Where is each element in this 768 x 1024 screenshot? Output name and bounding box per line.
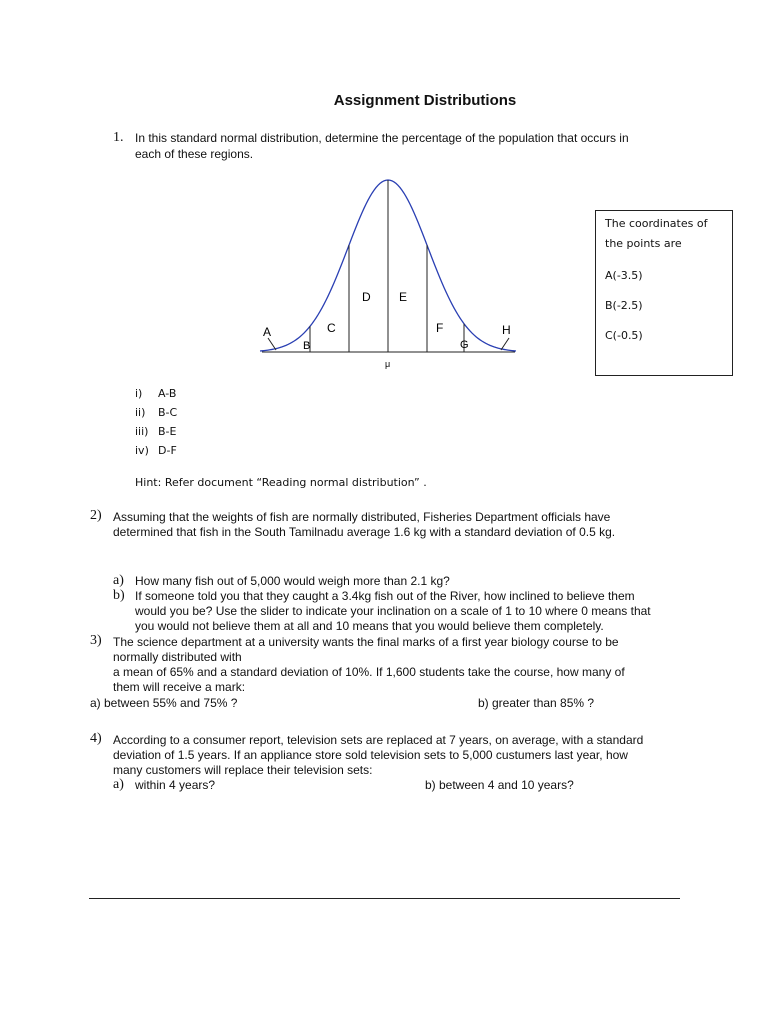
coordinates-heading-line1: The coordinates of	[605, 217, 708, 230]
q1-text-line2: each of these regions.	[135, 147, 254, 161]
q4a-text: within 4 years?	[135, 778, 216, 792]
pointer-h	[501, 338, 509, 350]
q4a-number: a)	[113, 777, 124, 792]
q1-item-number: iii)	[135, 425, 149, 438]
q1-item-text: B-C	[158, 406, 178, 419]
q4-text-line1: According to a consumer report, television sets are replaced at 7 years, on average, with a standard	[113, 733, 644, 747]
page-title: Assignment Distributions	[333, 92, 517, 109]
label-mu: μ	[385, 359, 391, 369]
q3-number: 3)	[90, 633, 102, 648]
q2-number: 2)	[90, 508, 102, 523]
label-d: D	[362, 290, 371, 304]
q1-item-number: ii)	[135, 406, 146, 419]
label-g: G	[460, 339, 469, 351]
q2-text-line1: Assuming that the weights of fish are normally distributed, Fisheries Department officials have	[113, 510, 611, 524]
q2a-number: a)	[113, 573, 124, 588]
q1-item-text: D-F	[158, 444, 177, 457]
q1-number: 1.	[113, 130, 124, 145]
q1-item-text: A-B	[158, 387, 177, 400]
q4b-text: b) between 4 and 10 years?	[425, 778, 574, 792]
q3-text-line4: them will receive a mark:	[113, 680, 246, 694]
q2b-number: b)	[113, 588, 125, 603]
coordinates-heading-line2: the points are	[605, 237, 682, 250]
coordinate-c: C(-0.5)	[605, 329, 643, 342]
q4-text-line2: deviation of 1.5 years. If an appliance store sold television sets to 5,000 custumers last year, how	[113, 748, 628, 762]
q2b-text-line1: If someone told you that they caught a 3.4kg fish out of the River, how inclined to believe them	[135, 589, 635, 603]
label-f: F	[436, 321, 444, 335]
q1-text-line1: In this standard normal distribution, determine the percentage of the population that occurs in	[135, 131, 629, 145]
q3a-text: a) between 55% and 75% ?	[90, 696, 238, 710]
q3-text-line2: normally distributed with	[113, 650, 242, 664]
q2a-text: How many fish out of 5,000 would weigh more than 2.1 kg?	[135, 574, 450, 588]
footer-divider	[89, 898, 680, 899]
q2b-text-line2: would you be? Use the slider to indicate your inclination on a scale of 1 to 10 where 0 means that	[135, 604, 651, 618]
q3-text-line1: The science department at a university wants the final marks of a first year biology course to be	[113, 635, 619, 649]
label-h: H	[502, 323, 511, 337]
coordinates-box	[595, 210, 733, 376]
label-b: B	[303, 340, 311, 352]
coordinate-b: B(-2.5)	[605, 299, 643, 312]
q2-text-line2: determined that fish in the South Tamilnadu average 1.6 kg with a standard deviation of 0.5 kg.	[113, 525, 616, 539]
coordinate-a: A(-3.5)	[605, 269, 643, 282]
q3-text-line3: a mean of 65% and a standard deviation of 10%. If 1,600 students take the course, how many of	[113, 665, 625, 679]
q1-item-number: i)	[135, 387, 143, 400]
label-c: C	[327, 321, 336, 335]
q2b-text-line3: you would not believe them at all and 10 means that you would believe them completely.	[135, 619, 604, 633]
q4-text-line3: many customers will replace their television sets:	[113, 763, 373, 777]
label-a: A	[263, 325, 272, 339]
normal-distribution-figure	[250, 170, 525, 370]
q1-item-text: B-E	[158, 425, 177, 438]
q3b-text: b) greater than 85% ?	[478, 696, 595, 710]
pointer-a	[268, 338, 276, 350]
q1-item-number: iv)	[135, 444, 149, 457]
q1-hint: Hint: Refer document “Reading normal distribution” .	[135, 476, 427, 489]
q4-number: 4)	[90, 731, 102, 746]
label-e: E	[399, 290, 408, 304]
